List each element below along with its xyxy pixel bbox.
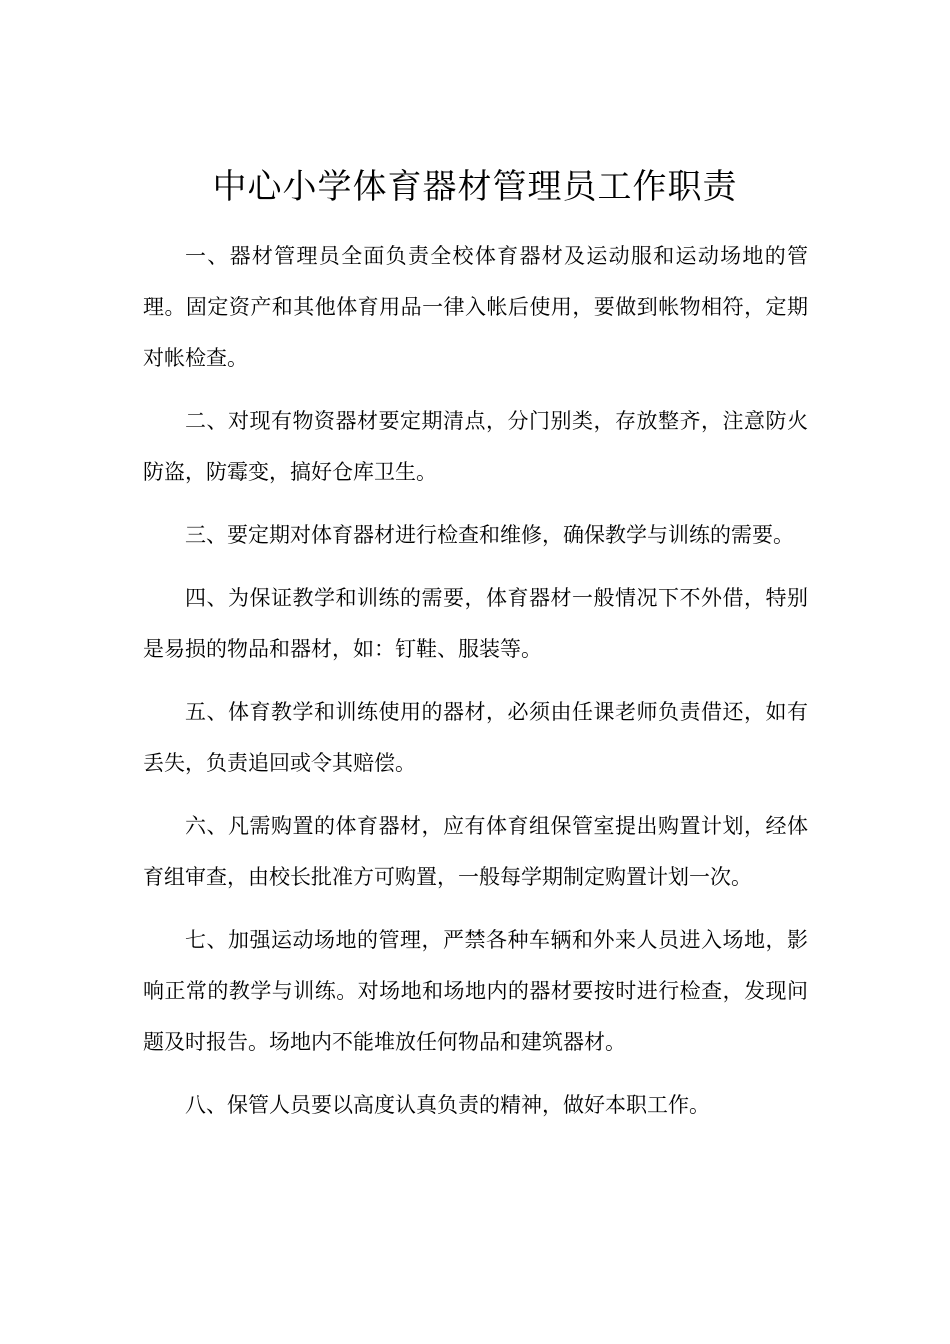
paragraph-1: 一、器材管理员全面负责全校体育器材及运动服和运动场地的管理。固定资产和其他体育用品一律入帐后使用，要做到帐物相符，定期对帐检查。 [143,244,808,370]
paragraph-4: 四、为保证教学和训练的需要，体育器材一般情况下不外借，特别是易损的物品和器材，如：钉鞋、服装等。 [143,586,808,661]
paragraph-6: 六、凡需购置的体育器材，应有体育组保管室提出购置计划，经体育组审查，由校长批准方可购置，一般每学期制定购置计划一次。 [143,814,808,889]
paragraph-5: 五、体育教学和训练使用的器材，必须由任课老师负责借还，如有丢失，负责追回或令其赔偿。 [143,700,808,775]
paragraph-8: 八、保管人员要以高度认真负责的精神，做好本职工作。 [185,1093,710,1117]
paragraph-3: 三、要定期对体育器材进行检查和维修，确保教学与训练的需要。 [185,523,794,547]
paragraph-2: 二、对现有物资器材要定期清点，分门别类，存放整齐，注意防火防盗，防霉变，搞好仓库卫生。 [143,409,808,484]
document-body [143,231,808,1143]
paragraph-7: 七、加强运动场地的管理，严禁各种车辆和外来人员进入场地，影响正常的教学与训练。对场地和场地内的器材要按时进行检查，发现问题及时报告。场地内不能堆放任何物品和建筑器材。 [143,928,808,1054]
document-title: 中心小学体育器材管理员工作职责 [212,167,738,207]
